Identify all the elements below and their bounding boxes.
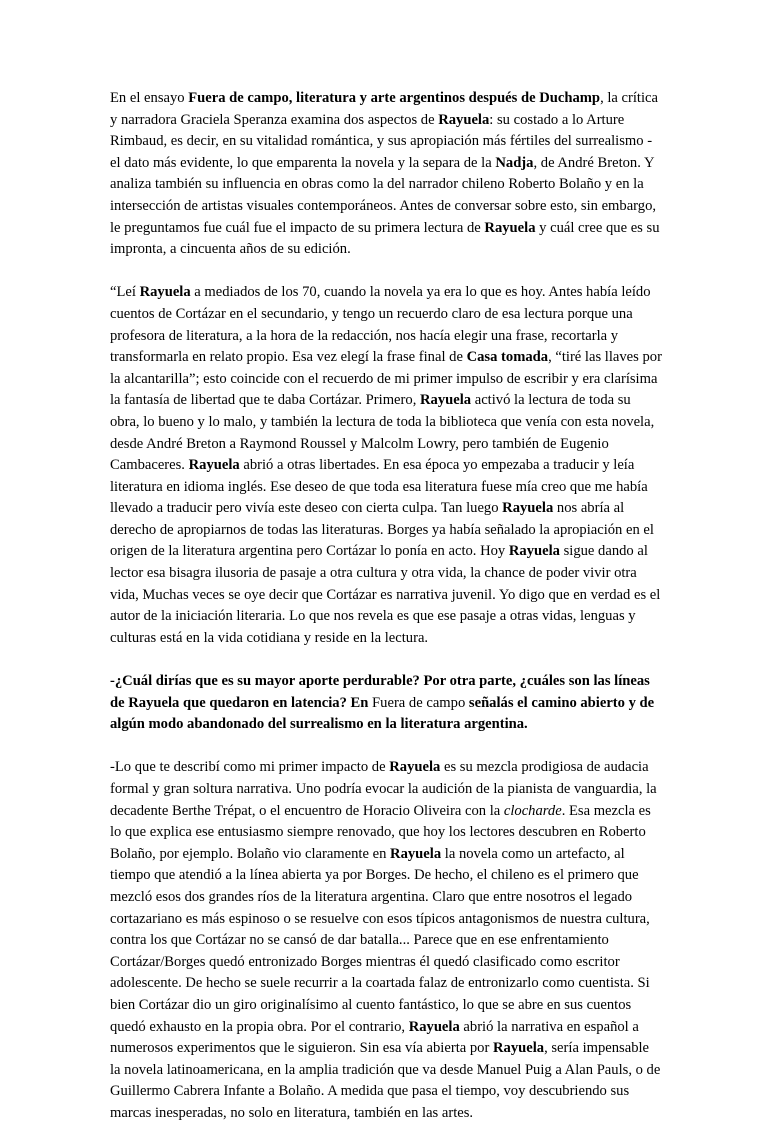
paragraph-intro bbox=[110, 88, 662, 261]
bold-text-run: Rayuela bbox=[420, 392, 472, 409]
text-run: , sería impensable la novela latinoamericana, en la amplia tradición que va desde Manuel Puig a Alan Pauls, o de Guillermo Cabrera Infante a Bolaño. A medida que pasa el tiempo, voy descubriendo sus marcas inesperadas, no solo en literatura, también en las artes. bbox=[110, 1040, 661, 1121]
bold-text-run: Rayuela bbox=[484, 219, 536, 236]
text-run: abrió la narrativa en español a numerosos experimentos que le siguieron. Sin esa vía abierta por bbox=[110, 1018, 639, 1057]
text-run: En el ensayo bbox=[110, 90, 189, 106]
text-run: , “tiré las llaves por la alcantarilla”; esto coincide con el recuerdo de mi primer impulso de escribir y era clarísima la fantasía de libertad que te daba Cortázar. Primero, bbox=[110, 349, 662, 409]
document-body bbox=[110, 88, 662, 1125]
bold-text-run: Rayuela bbox=[188, 457, 240, 474]
bold-text-run: Nadja bbox=[495, 154, 534, 171]
bold-text-run: señalás el camino abierto y de algún modo abandonado del surrealismo en la literatura argentina. bbox=[110, 694, 655, 733]
text-run: abrió a otras libertades. En esa época yo empezaba a traducir y leía literatura en idioma inglés. Ese deseo de que toda esa literatura fuese mía creo que me había llevado a traducir pero vivía este deseo con cierta culpa. Tan luego bbox=[110, 457, 648, 517]
bold-text-run: Rayuela bbox=[438, 111, 490, 128]
text-run: . Esa mezcla es lo que explica ese entusiasmo siempre renovado, que hoy los lectores descubren en Roberto Bolaño, por ejemplo. Bolaño vio claramente en bbox=[110, 802, 651, 862]
text-run: nos abría al derecho de apropiarnos de todas las literaturas. Borges ya había señalado la apropiación en el origen de la literatura argentina pero Cortázar lo ponía en acto. Hoy bbox=[110, 500, 654, 560]
text-run: a mediados de los 70, cuando la novela ya era lo que es hoy. Antes había leído cuentos de Cortázar en el secundario, y tengo un recuerdo claro de esa lectura porque una profesora de literatura, a la hora de la redacción, nos hacía elegir una frase, recortarla y transformarla en relato propio. Esa vez elegí la frase final de bbox=[110, 284, 651, 366]
paragraph-answer-first-reading bbox=[110, 282, 662, 649]
bold-text-run: -¿Cuál dirías que es su mayor aporte perdurable? Por otra parte, ¿cuáles son las líneas de Rayuela que quedaron en latencia? En bbox=[110, 673, 650, 711]
bold-text-run: Rayuela bbox=[139, 284, 191, 301]
bold-text-run: Rayuela bbox=[408, 1018, 460, 1035]
italic-text-run: clocharde bbox=[503, 802, 562, 819]
bold-text-run: Casa tomada bbox=[466, 349, 549, 366]
bold-text-run: Rayuela bbox=[390, 845, 442, 862]
text-run: es su mezcla prodigiosa de audacia formal y gran soltura narrativa. Uno podría evocar la audición de la pianista de vanguardia, la decadente Berthe Trépat, o el encuentro de Horacio Oliveira con la bbox=[110, 759, 657, 819]
text-run: “Leí bbox=[110, 284, 140, 301]
bold-text-run: Rayuela bbox=[502, 500, 554, 517]
text-run: : su costado a lo Arture Rimbaud, es decir, en su vitalidad romántica, y sus apropiación más fértiles del surrealismo - el dato más evidente, lo que emparenta la novela y la separa de la bbox=[110, 111, 653, 171]
text-run: y cuál cree que es su impronta, a cincuenta años de su edición. bbox=[110, 219, 660, 258]
text-run: , de André Breton. Y analiza también su influencia en obras como la del narrador chileno Roberto Bolaño y en la intersección de artistas visuales contemporáneos. Antes de conversar sobre esto, sin embargo, le preguntamos fue cuál fue el impacto de su primera lectura de bbox=[110, 154, 657, 236]
text-run: activó la lectura de toda su obra, lo bueno y lo malo, y también la lectura de toda la biblioteca que venía con esta novela, desde André Breton a Raymond Roussel y Malcolm Lowry, pero también de Eugenio Cambaceres. bbox=[110, 392, 655, 474]
text-run: Fuera de campo bbox=[372, 694, 469, 711]
bold-text-run: Fuera de campo, literatura y arte argentinos después de Duchamp bbox=[188, 90, 601, 106]
bold-text-run: Rayuela bbox=[493, 1040, 545, 1057]
paragraph-question-legacy bbox=[110, 671, 662, 736]
paragraph-answer-legacy bbox=[110, 757, 662, 1124]
text-run: sigue dando al lector esa bisagra ilusoria de pasaje a otra cultura y otra vida, la chance de poder vivir otra vida, Muchas veces se oye decir que Cortázar es narrativa juvenil. Yo digo que en verdad es el autor de la iniciación literaria. Lo que nos revela es que ese pasaje a otras vidas, lenguas y culturas está en la vida cotidiana y reside en la lectura. bbox=[110, 543, 661, 646]
text-run: -Lo que te describí como mi primer impacto de bbox=[110, 759, 390, 776]
text-run: la novela como un artefacto, al tiempo que atendió a la línea abierta ya por Borges. De hecho, el chileno es el primero que mezcló esos dos grandes ríos de la literatura argentina. Claro que entre nosotros el legado cortazariano es más espinoso o se resuelve con esos típicos antagonismos de nuestra cultura, contra los que Cortázar no se cansó de dar batalla... Parece que en ese enfrentamiento Cortázar/Borges quedó entronizado Borges mientras él quedó clasificado como escritor adolescente. De hecho se suele recurrir a la coartada falaz de entronizarlo como cuentista. Si bien Cortázar dio un giro originalísimo al cuento fantástico, lo que se abre en sus cuentos quedó exhausto en la propia obra. Por el contrario, bbox=[110, 845, 650, 1035]
text-run: , la crítica y narradora Graciela Speranza examina dos aspectos de bbox=[110, 90, 658, 128]
bold-text-run: Rayuela bbox=[508, 543, 560, 560]
bold-text-run: Rayuela bbox=[389, 759, 441, 776]
